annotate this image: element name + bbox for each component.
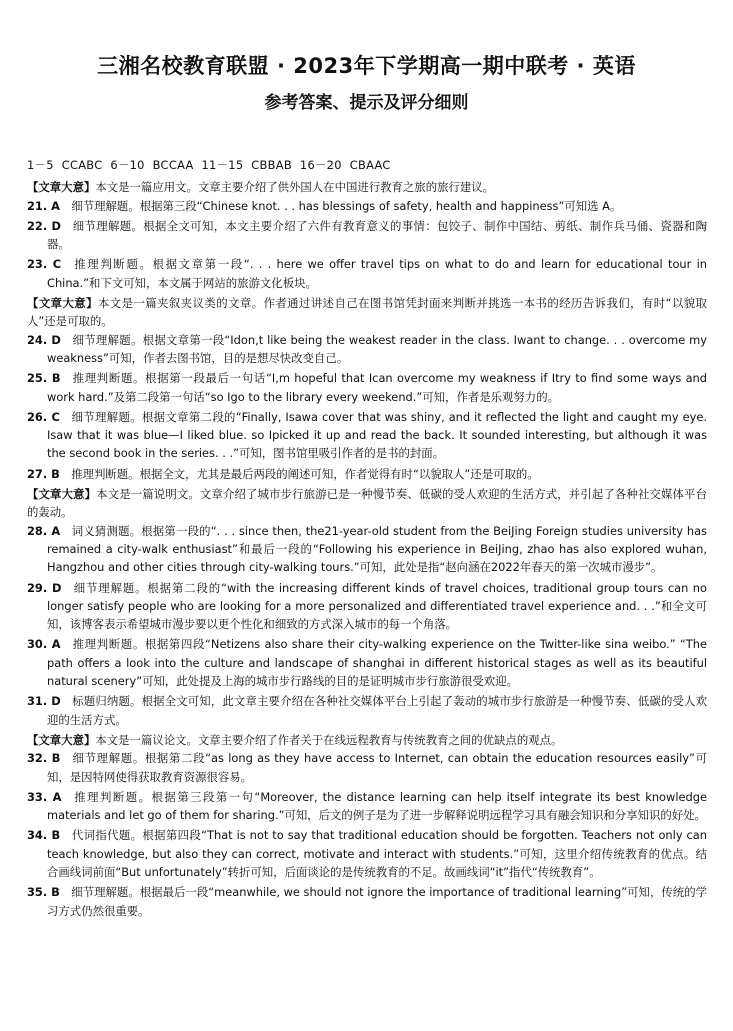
answer-explanation bbox=[27, 749, 707, 786]
article-summary bbox=[27, 178, 707, 196]
summary-text: 本文是一篇议论文。文章主要介绍了作者关于在线远程教育与传统教育之间的优缺点的观点。 bbox=[95, 732, 563, 747]
explanation-text: 细节理解题。根据文章第二段的“Finally, Isawa cover that was shiny, and it reflected the light and caught my eye. Isaw that it was blue—I liked blue. so Ipicked it up and read the back. It sounded interesting, but although it was the second book in the series. . .”可知，图书馆里吸引作者的是书的封面。 bbox=[47, 409, 707, 461]
question-answer: 21. A bbox=[27, 198, 60, 213]
question-answer: 25. B bbox=[27, 371, 61, 386]
explanation-text: 代词指代题。根据第四段“That is not to say that traditional education should be forgotten. Teachers not only can teach knowledge, but also they can correct, motivate and interact with students.”可知，这里介绍传统教育的优点。结合画线词前面“But unfortunately”转折可知，后面谈论的是传统教育的不足。故画线词“it”指代“传统教育”。 bbox=[47, 828, 707, 879]
explanation-text: 细节理解题。根据最后一段“meanwhile, we should not ignore the importance of traditional learning”可知，传统的学习方式仍然很重要。 bbox=[47, 885, 708, 918]
answer-explanation bbox=[27, 692, 707, 729]
answer-explanation bbox=[27, 883, 707, 920]
explanation-text: 细节理解题。根据第二段“as long as they have access to Internet, can obtain the education resources easily”可知，是因特网使得获取教育资源很容易。 bbox=[47, 751, 708, 784]
question-answer: 28. A bbox=[27, 523, 61, 538]
summary-tag: 【文章大意】 bbox=[27, 296, 98, 311]
explanation-text: 推理判断题。根据文章第一段“. . . here we offer travel tips on what to do and learn for educational tour in China.”和下文可知，本文属于网站的旅游文化板块。 bbox=[47, 257, 707, 290]
explanation-text: 细节理解题。根据第三段“Chinese knot. . . has blessings of safety, health and happiness”可知选 A。 bbox=[71, 198, 622, 213]
question-answer: 34. B bbox=[27, 828, 61, 843]
answer-explanation bbox=[27, 788, 707, 825]
answer-explanation bbox=[27, 331, 707, 368]
explanation-text: 词义猜测题。根据第一段的“. . . since then, the21-year-old student from the BeiJing Foreign studies university has remained a city-walk enthusiast”和最后一段的“Following his experience in BeiJing, zhao has also explored wuhan, Hangzhou and other cities through city-walking tours.”可知，此处是指“赵向涵在2022年春天的第一次城市漫步”。 bbox=[47, 523, 707, 575]
answer-key: 1－5 CCABC 6－10 BCCAA 11－15 CBBAB 16－20 CBAAC bbox=[27, 158, 391, 172]
question-answer: 27. B bbox=[27, 466, 60, 481]
summary-text: 本文是一篇夹叙夹议类的文章。作者通过讲述自己在图书馆凭封面来判断并挑选一本书的经历告诉我们，有时“以貌取人”还是可取的。 bbox=[27, 296, 707, 329]
summary-tag: 【文章大意】 bbox=[27, 732, 96, 747]
question-answer: 22. D bbox=[27, 218, 61, 233]
explanation-text: 细节理解题。根据文章第一段“Idon,t like being the weakest reader in the class. Iwant to change. . . overcome my weakness”可知，作者去图书馆，目的是想尽快改变自己。 bbox=[47, 332, 707, 365]
explanation-text: 推理判断题。根据第三段第一句“Moreover, the distance learning can help itself integrate its best knowledge materials and let go of them for sharing.”可知，后文的例子是为了进一步解释说明远程学习具有融会知识和分享知识的好处。 bbox=[47, 789, 707, 823]
sections-container bbox=[27, 178, 707, 920]
explanation-text: 推理判断题。根据第四段“Netizens also share their city-walking experience on the Twitter-like sina weibo.” “The path offers a look into the culture and landscape of shanghai in different historical stages as well as its beautiful natural scenery”可知，此处提及上海的城市步行路线的目的是证明城市步行旅游很受欢迎。 bbox=[47, 637, 707, 689]
question-answer: 31. D bbox=[27, 694, 61, 709]
answer-document bbox=[27, 156, 707, 922]
question-answer: 26. C bbox=[27, 409, 60, 424]
explanation-text: 细节理解题。根据第二段的“with the increasing different kinds of travel choices, traditional group tours can no longer satisfy people who are looking for a more personalized and differentiated travel experience and. . .”和全文可知，该博客表示希望城市漫步要以更个性化和细致的方式深入城市的每一个角落。 bbox=[47, 580, 707, 632]
answer-explanation bbox=[27, 369, 707, 406]
question-answer: 24. D bbox=[27, 332, 61, 347]
explanation-text: 细节理解题。根据全文可知，本文主要介绍了六件有教育意义的事情：包饺子、制作中国结、剪纸、制作兵马俑、瓷器和陶器。 bbox=[47, 218, 707, 252]
explanation-text: 标题归纳题。根据全文可知，此文章主要介绍在各种社交媒体平台上引起了轰动的城市步行旅游是一种慢节奏、低碳的受人欢迎的生活方式。 bbox=[47, 694, 707, 727]
question-answer: 35. B bbox=[27, 885, 60, 900]
answer-explanation bbox=[27, 522, 707, 577]
answer-explanation bbox=[27, 408, 707, 463]
question-answer: 23. C bbox=[27, 257, 62, 272]
article-summary bbox=[27, 294, 707, 331]
summary-tag: 【文章大意】 bbox=[27, 487, 97, 502]
question-answer: 32. B bbox=[27, 751, 61, 766]
answer-explanation bbox=[27, 635, 707, 690]
question-answer: 29. D bbox=[27, 580, 62, 595]
page-subtitle: 参考答案、提示及评分细则 bbox=[264, 93, 469, 113]
answer-explanation bbox=[27, 826, 707, 881]
summary-text: 本文是一篇说明文。文章介绍了城市步行旅游已是一种慢节奏、低碳的受人欢迎的生活方式，并引起了各种社交媒体平台的轰动。 bbox=[27, 487, 707, 520]
answer-explanation bbox=[27, 197, 707, 215]
page-title: 三湘名校教育联盟 · 2023年下学期高一期中联考 · 英语 bbox=[97, 54, 636, 78]
summary-tag: 【文章大意】 bbox=[27, 180, 96, 195]
summary-text: 本文是一篇应用文。文章主要介绍了供外国人在中国进行教育之旅的旅行建议。 bbox=[95, 180, 495, 195]
answer-explanation bbox=[27, 217, 707, 254]
article-summary bbox=[27, 731, 707, 749]
explanation-text: 推理判断题。根据第一段最后一句话“I,m hopeful that Ican overcome my weakness if Itry to find some ways and work hard.”及第二段第一句话“so Igo to the library every weekend.”可知，作者是乐观努力的。 bbox=[47, 371, 707, 404]
answer-explanation bbox=[27, 579, 707, 634]
article-summary bbox=[27, 485, 707, 522]
question-answer: 30. A bbox=[27, 637, 61, 652]
answer-explanation bbox=[27, 255, 707, 292]
explanation-text: 推理判断题。根据全文，尤其是最后两段的阐述可知，作者觉得有时“以貌取人”还是可取的。 bbox=[71, 466, 539, 481]
question-answer: 33. A bbox=[27, 789, 62, 804]
answer-explanation bbox=[27, 465, 707, 483]
